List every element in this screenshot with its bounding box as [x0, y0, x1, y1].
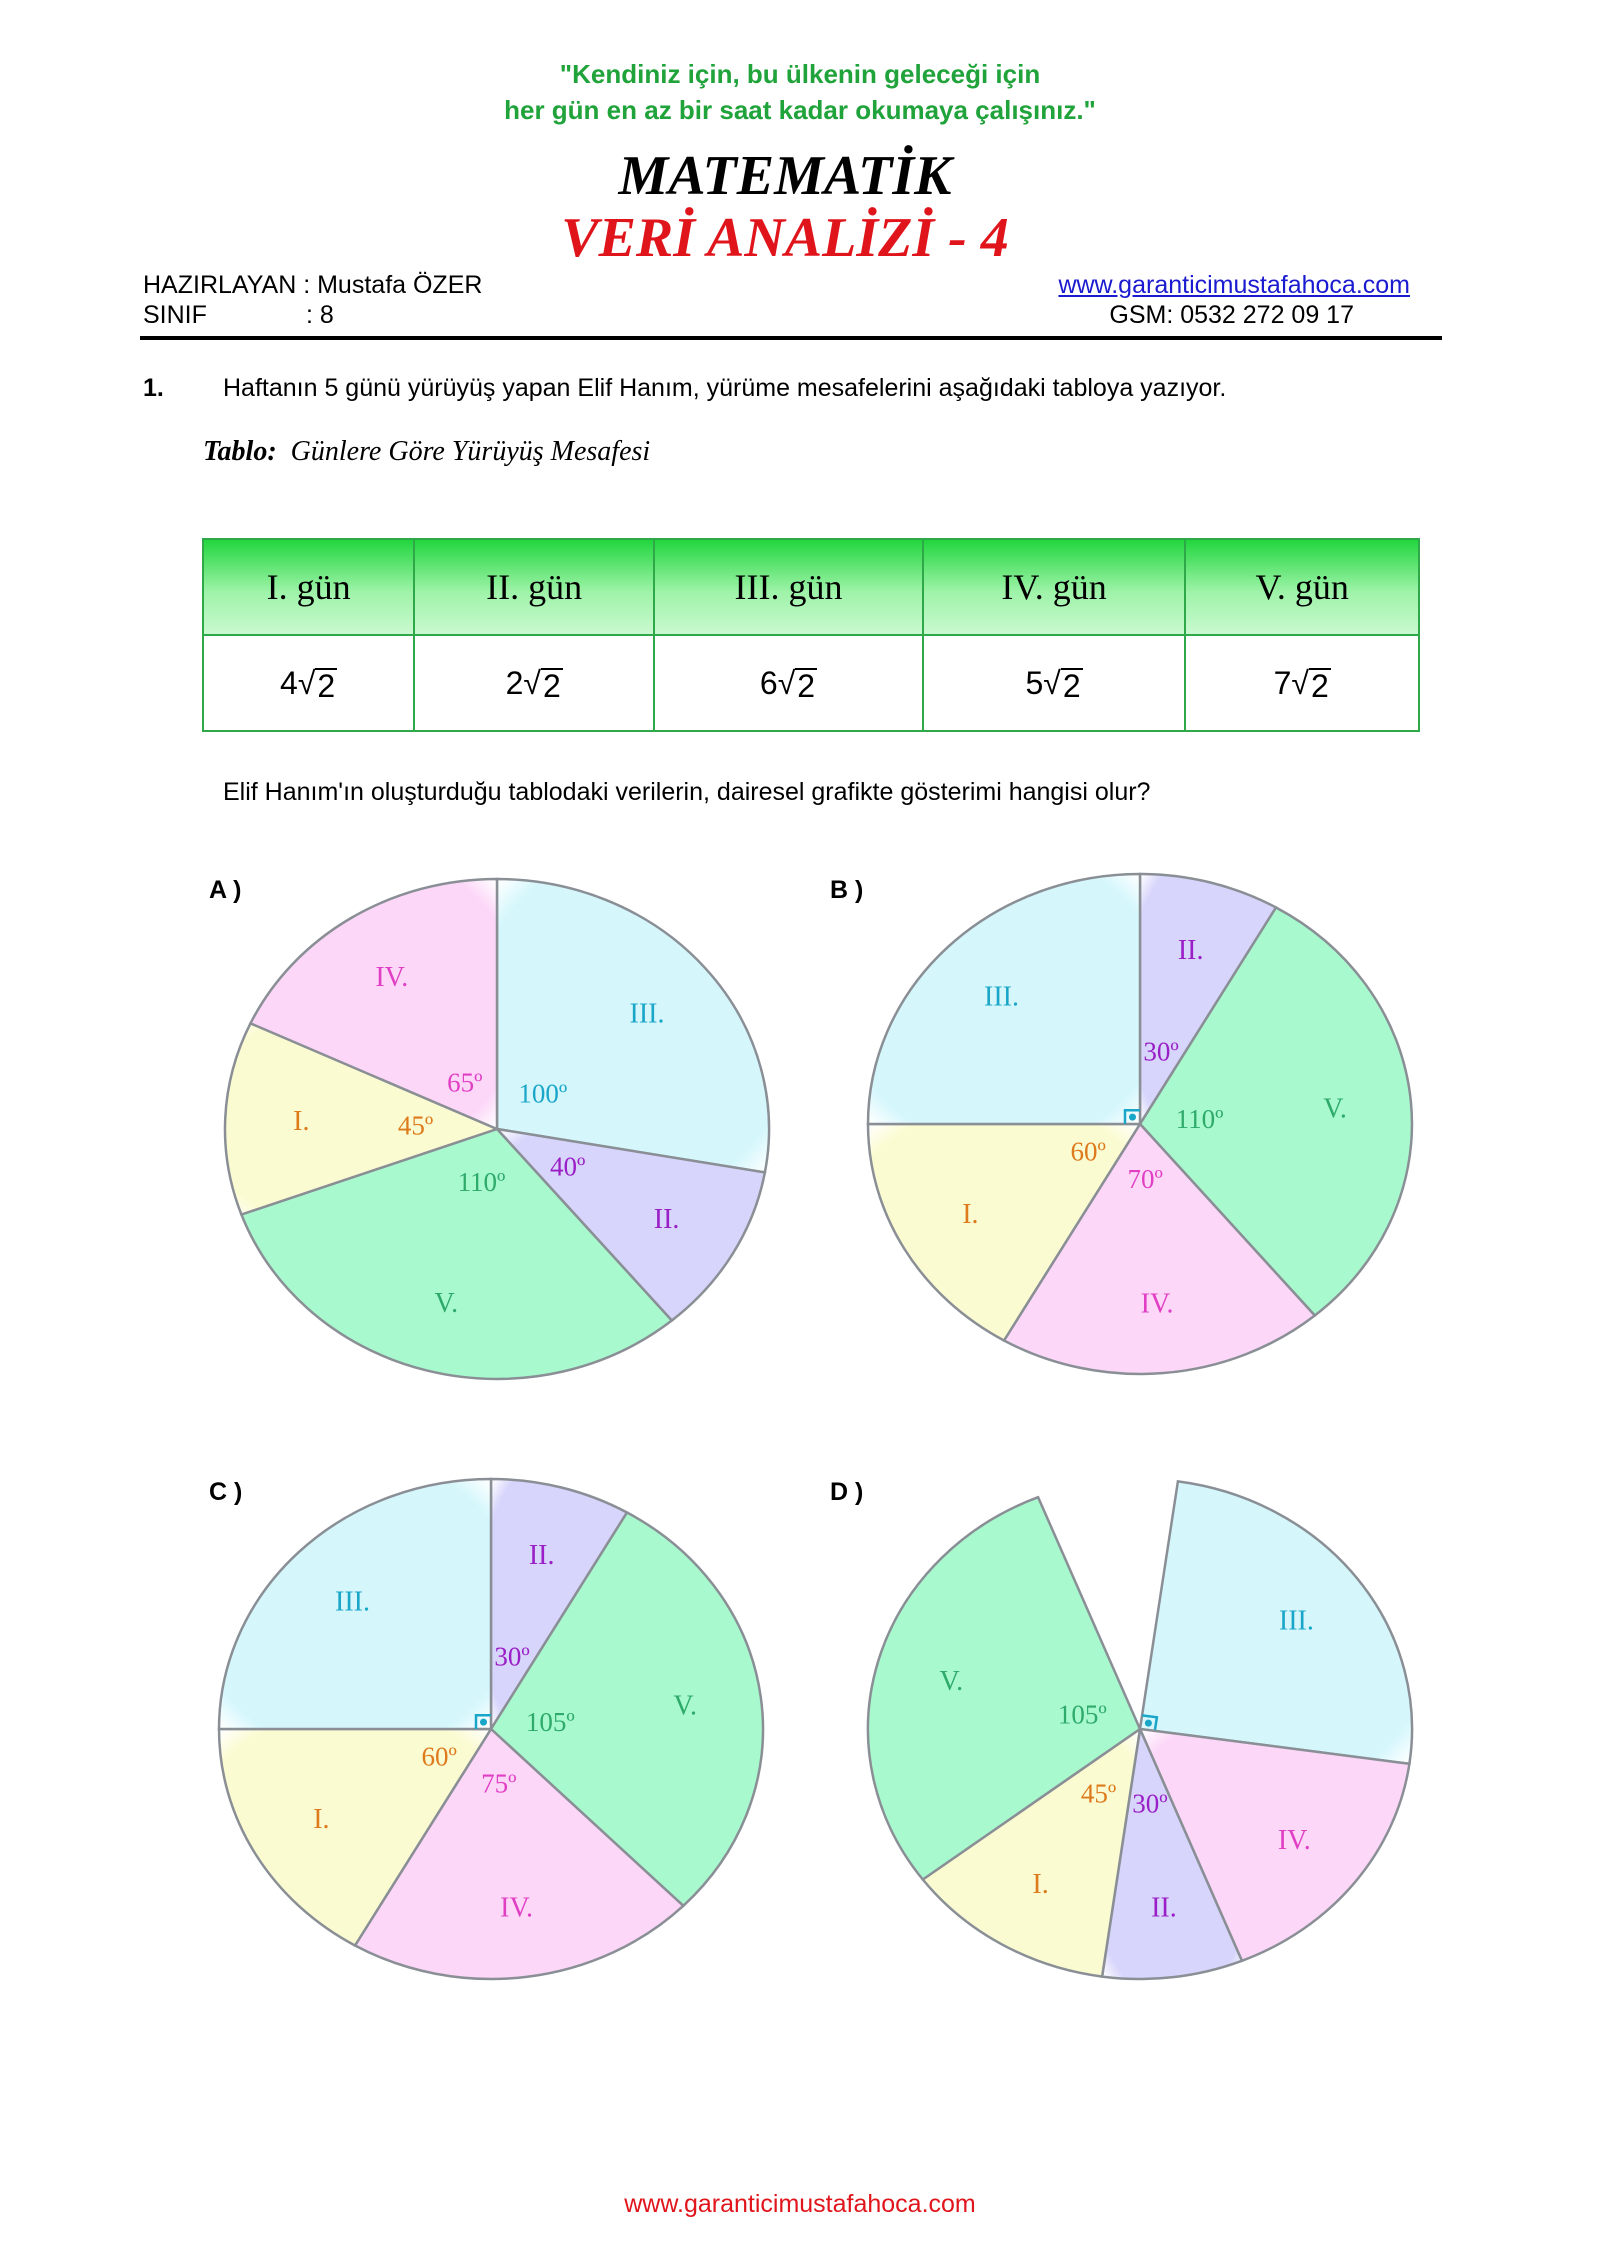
- value-coefficient: 4: [280, 664, 298, 701]
- slice-label: I.: [962, 1199, 979, 1230]
- table-header: IV. gün: [923, 539, 1185, 635]
- class-label: SINIF: [143, 301, 207, 329]
- radicand: 2: [1310, 667, 1329, 704]
- table-header: II. gün: [414, 539, 654, 635]
- angle-label: 30º: [1143, 1036, 1179, 1067]
- slice-label: I.: [313, 1804, 330, 1835]
- phone-number: GSM: 0532 272 09 17: [1109, 301, 1354, 329]
- footer-website: www.garanticimustafahoca.com: [624, 2190, 976, 2218]
- radicand: 2: [797, 667, 816, 704]
- slice-label: V.: [434, 1287, 459, 1319]
- table-caption-text: Günlere Göre Yürüyüş Mesafesi: [290, 436, 651, 467]
- value-coefficient: 5: [1025, 664, 1044, 701]
- angle-label: 30º: [1132, 1788, 1168, 1819]
- angle-label: 75º: [481, 1768, 517, 1799]
- angle-label: 105º: [1057, 1699, 1107, 1730]
- table-caption-label: Tablo:: [203, 436, 277, 467]
- class-value: : 8: [306, 301, 334, 329]
- angle-label: 45º: [1080, 1778, 1117, 1809]
- angle-label: 40º: [550, 1151, 586, 1182]
- sqrt-sign: √: [297, 664, 316, 701]
- option-d-label: D ): [830, 1478, 864, 1506]
- slice-label: III.: [335, 1586, 370, 1618]
- slice-label: III.: [629, 998, 665, 1030]
- radicand: 2: [1062, 667, 1081, 704]
- slice-label: II.: [528, 1540, 555, 1572]
- motto-line-1: "Kendiniz için, bu ülkenin geleceği için: [559, 59, 1041, 89]
- angle-label: 100º: [518, 1078, 568, 1109]
- angle-label: 70º: [1127, 1163, 1163, 1194]
- angle-label: 65º: [447, 1067, 483, 1098]
- motto-line-2: her gün en az bir saat kadar okumaya çalışınız.": [504, 95, 1096, 125]
- sqrt-sign: √: [1043, 664, 1061, 701]
- website-link[interactable]: www.garanticimustafahoca.com: [1058, 271, 1410, 299]
- question-prompt: Elif Hanım'ın oluşturduğu tablodaki verilerin, dairesel grafikte gösterimi hangisi olur?: [223, 778, 1151, 806]
- slice-label: I.: [293, 1106, 310, 1138]
- radicand: 2: [317, 667, 336, 704]
- table-header: I. gün: [203, 539, 414, 635]
- angle-label: 105º: [525, 1706, 575, 1737]
- value-coefficient: 7: [1273, 664, 1292, 701]
- right-angle-dot: [1145, 1720, 1152, 1727]
- right-angle-dot: [480, 1719, 487, 1726]
- author-line: HAZIRLAYAN : Mustafa ÖZER: [143, 271, 483, 299]
- sqrt-sign: √: [1291, 664, 1309, 701]
- angle-label: 45º: [397, 1110, 434, 1141]
- table-header: III. gün: [654, 539, 923, 635]
- right-angle-dot: [1129, 1114, 1136, 1121]
- value-coefficient: 2: [505, 664, 524, 701]
- slice-label: I.: [1032, 1869, 1049, 1901]
- pie-chart-option-c: [219, 1479, 763, 1979]
- angle-label: 30º: [494, 1641, 530, 1672]
- angle-label: 60º: [1070, 1136, 1106, 1167]
- page-title: MATEMATİK: [618, 145, 952, 207]
- slice-label: IV.: [375, 962, 409, 994]
- option-c-label: C ): [209, 1478, 243, 1506]
- pie-chart-option-b: [868, 874, 1412, 1374]
- slice-label: IV.: [1140, 1288, 1174, 1320]
- slice-label: III.: [1278, 1605, 1314, 1637]
- slice-label: IV.: [500, 1892, 534, 1924]
- pie-chart-option-d: [868, 1481, 1412, 1979]
- table-header: V. gün: [1185, 539, 1419, 635]
- radicand: 2: [542, 667, 561, 704]
- slice-label: V.: [673, 1690, 698, 1722]
- option-a-label: A ): [209, 876, 242, 904]
- pie-slice-III: [1140, 1481, 1412, 1763]
- slice-label: II.: [1177, 935, 1204, 967]
- question-number: 1.: [143, 374, 164, 402]
- sqrt-sign: √: [777, 664, 796, 701]
- slice-label: II.: [1151, 1892, 1177, 1924]
- slice-label: IV.: [1277, 1824, 1311, 1856]
- value-coefficient: 6: [759, 664, 778, 701]
- slice-label: V.: [939, 1665, 964, 1697]
- angle-label: 60º: [421, 1741, 457, 1772]
- option-b-label: B ): [830, 876, 864, 904]
- angle-label: 110º: [1175, 1104, 1224, 1135]
- slice-label: V.: [1323, 1093, 1347, 1125]
- angle-label: 110º: [457, 1167, 506, 1198]
- sqrt-sign: √: [523, 664, 541, 701]
- slice-label: II.: [653, 1204, 680, 1235]
- slice-label: III.: [984, 981, 1019, 1013]
- question-text: Haftanın 5 günü yürüyüş yapan Elif Hanım, yürüme mesafelerini aşağıdaki tabloya yazıyor.: [223, 374, 1227, 402]
- page-subtitle: VERİ ANALİZİ - 4: [561, 207, 1009, 269]
- pie-chart-option-a: [225, 879, 769, 1379]
